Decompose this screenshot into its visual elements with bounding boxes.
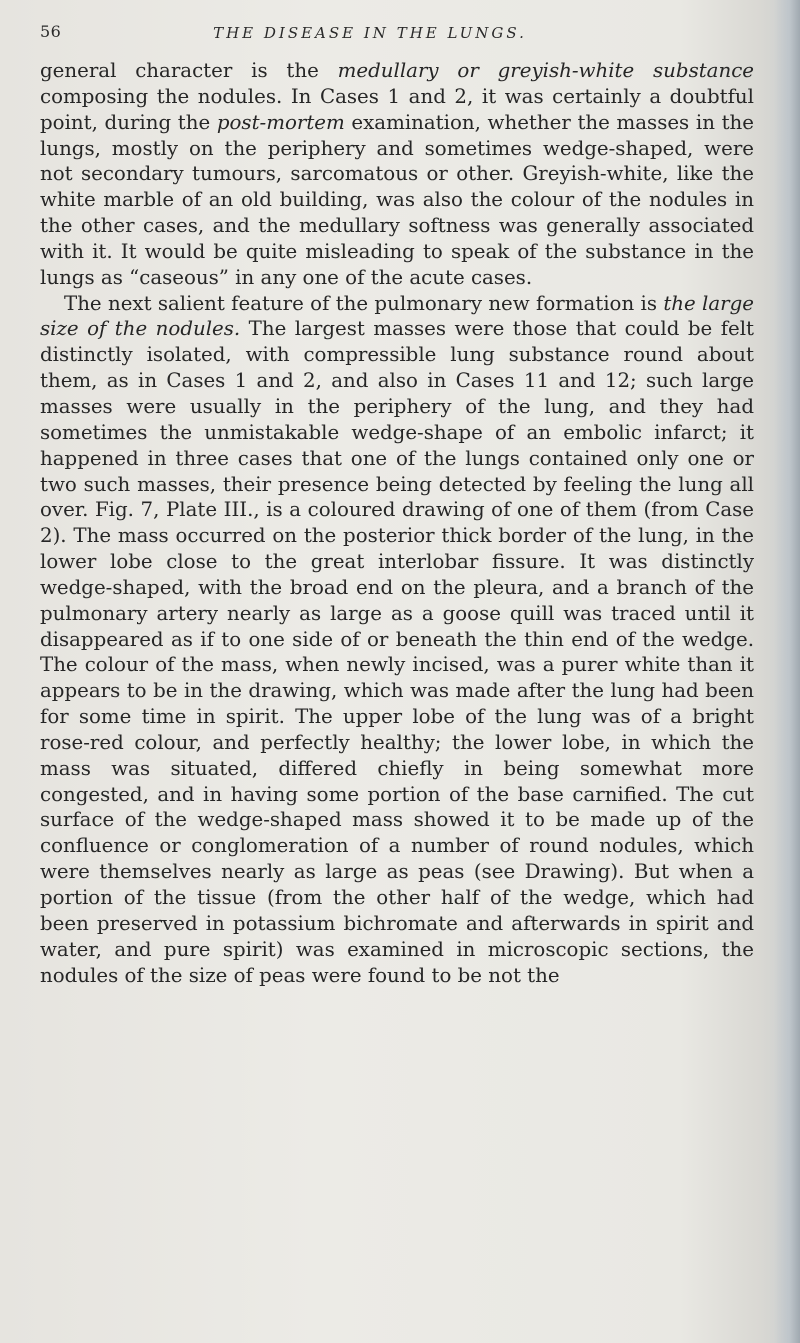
text-run: general character is the bbox=[40, 59, 338, 82]
text-run: The largest masses were those that could be felt distinctly isolated, with compressible lung substance round about them, as in Cases 1 and 2, and also in Cases 11 and 12; such large masses were usually in the periphery of the lung, and they had sometimes the unmistakable wedge-shape of an embolic infarct; it happened in three cases that one of the lungs contained only one or two such masses, their presence being detected by feeling the lung all over. Fig. 7, Plate III., is a coloured drawing of one of them (from Case 2). The mass occurred on the posterior thick border of the lung, in the lower lobe close to the great interlobar fissure. It was distinctly wedge-shaped, with the broad end on the pleura, and a branch of the pulmonary artery nearly as large as a goose quill was traced until it disappeared as if to one side of or beneath the thin end of the wedge. The colour of the mass, when newly incised, was a purer white than it appears to be in the drawing, which was made after the lung had been for some time in spirit. The upper lobe of the lung was of a bright rose-red colour, and perfectly healthy; the lower lobe, in which the mass was situated, differed chiefly in being somewhat more congested, and in having some portion of the base carnified. The cut surface of the wedge-shaped mass showed it to be made up of the confluence or conglomeration of a number of round nodules, which were themselves nearly as large as peas (see Drawing). But when a portion of the tissue (from the other half of the wedge, which had been preserved in potassium bichromate and afterwards in spirit and water, and pure spirit) was examined in microscopic sections, the nodules of the size of peas were found to be not the bbox=[40, 317, 754, 987]
text-run: composing the nodules. In Cases 1 and 2, it was certainly a doubtful point, during the bbox=[40, 84, 754, 134]
page-number: 56 bbox=[40, 22, 62, 41]
text-run: The next salient feature of the pulmonary new formation is bbox=[64, 291, 664, 315]
body-text bbox=[40, 58, 754, 988]
paragraph-2 bbox=[40, 291, 754, 989]
italic-text-run: medullary or greyish-white substance bbox=[337, 59, 754, 82]
paragraph-1 bbox=[40, 58, 754, 291]
running-head: THE DISEASE IN THE LUNGS. bbox=[213, 24, 527, 42]
text-run: examination, whether the masses in the lungs, mostly on the periphery and sometimes wedge-shaped, were not secondary tumours, sarcomatous or other. Greyish-white, like the white marble of an old building, was also the colour of the nodules in the other cases, and the medullary softness was generally associated with it. It would be quite misleading to speak of the substance in the lungs as “caseous” in any one of the acute cases. bbox=[40, 110, 754, 289]
page-binding-edge bbox=[774, 0, 800, 1343]
italic-text-run: post-mortem bbox=[216, 110, 345, 134]
italic-text-run: the large size of the nodules. bbox=[40, 291, 754, 341]
